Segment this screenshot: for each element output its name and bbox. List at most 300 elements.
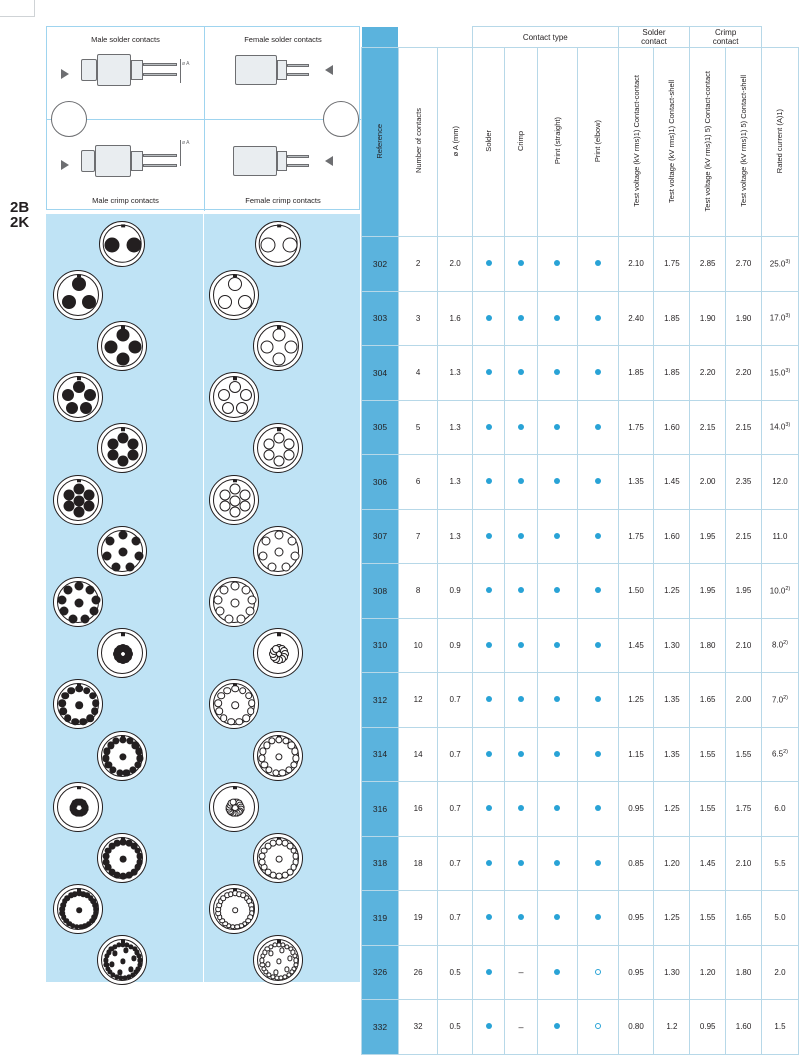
- female-face-305: [209, 372, 259, 422]
- cell-print_elbow: [578, 400, 619, 455]
- contact-dot: [58, 596, 67, 605]
- contact-dot: [119, 530, 128, 539]
- cell-crimp: [505, 564, 537, 619]
- availability-dot: [486, 751, 492, 757]
- female-face-326: [209, 884, 259, 934]
- cell-number_of_contacts: 2: [398, 237, 437, 292]
- contact-dot: [79, 718, 87, 726]
- cell-rated_current: 5.0: [761, 891, 798, 946]
- contact-dot: [126, 237, 141, 252]
- cell-rated_current: 12.0: [761, 455, 798, 510]
- cell-print_straight: [537, 836, 577, 891]
- rated-current-footnote: 2): [785, 585, 791, 592]
- group-header-solder-contact-line1: Solder: [642, 28, 666, 37]
- cell-cc_contact_shell: 1.95: [726, 564, 762, 619]
- cell-diameter: 0.5: [438, 1000, 473, 1055]
- availability-dot: [518, 260, 524, 266]
- cell-print_elbow: [578, 618, 619, 673]
- contact-dot: [241, 586, 250, 595]
- availability-dot: [486, 587, 492, 593]
- contact-dot: [89, 692, 97, 700]
- cell-cc_contact_shell: 1.60: [726, 1000, 762, 1055]
- cell-number_of_contacts: 14: [398, 727, 437, 782]
- cell-solder: [472, 564, 504, 619]
- column-header-number_of_contacts: [398, 48, 437, 237]
- cell-crimp: [505, 782, 537, 837]
- contact-dot: [284, 450, 295, 461]
- contact-dot: [67, 687, 75, 695]
- female-face-304: [253, 321, 303, 371]
- cell-print_straight: [537, 673, 577, 728]
- female-face-318: [209, 782, 259, 832]
- cell-print_straight: [537, 455, 577, 510]
- cell-cc_contact_contact: 1.55: [690, 891, 726, 946]
- cell-solder: [472, 400, 504, 455]
- face-inner-ring: [213, 786, 255, 828]
- contact-dot: [105, 237, 120, 252]
- contact-dot: [59, 708, 67, 716]
- cell-print_straight: [537, 891, 577, 946]
- availability-dot: [554, 914, 560, 920]
- availability-dot: [554, 969, 560, 975]
- cell-sc_contact_contact: 1.85: [618, 346, 654, 401]
- cell-crimp: [505, 346, 537, 401]
- cell-solder: [472, 291, 504, 346]
- cell-diameter: 0.7: [438, 782, 473, 837]
- contact-dot: [64, 714, 72, 722]
- cell-reference: 307: [362, 509, 399, 564]
- contact-dot: [236, 614, 245, 623]
- face-key-notch: [121, 428, 125, 432]
- contact-dot: [261, 237, 276, 252]
- cell-sc_contact_contact: 0.85: [618, 836, 654, 891]
- contact-dot: [218, 389, 230, 401]
- availability-dot: [595, 860, 601, 866]
- cell-sc_contact_shell: 1.45: [654, 455, 690, 510]
- contact-dot: [258, 551, 267, 560]
- contact-dot: [225, 614, 234, 623]
- cell-rated_current: 15.0$^{3)}$: [761, 346, 798, 401]
- contact-dot: [273, 329, 286, 342]
- illustration-female-crimp-title: Female crimp contacts: [245, 196, 321, 205]
- female-face-303: [209, 270, 259, 320]
- cell-cc_contact_shell: 1.75: [726, 782, 762, 837]
- cell-print_elbow: [578, 346, 619, 401]
- cell-print_elbow: [578, 291, 619, 346]
- column-header-diameter: [438, 48, 473, 237]
- availability-dot: [595, 696, 601, 702]
- female-face-310: [209, 577, 259, 627]
- cell-rated_current: 11.0: [761, 509, 798, 564]
- cell-cc_contact_shell: 2.35: [726, 455, 762, 510]
- contact-dot: [220, 586, 229, 595]
- cell-diameter: 0.9: [438, 618, 473, 673]
- contact-dot: [69, 614, 78, 623]
- cell-sc_contact_shell: 1.20: [654, 836, 690, 891]
- male-face-303: [53, 270, 103, 320]
- availability-dot-open: [595, 1023, 601, 1029]
- contact-dot: [64, 586, 73, 595]
- cell-rated_current: 7.0$^{2)}$: [761, 673, 798, 728]
- cell-number_of_contacts: 16: [398, 782, 437, 837]
- cell-print_straight: [537, 237, 577, 292]
- contact-dot: [284, 438, 295, 449]
- contact-dot: [85, 586, 94, 595]
- cell-crimp: [505, 836, 537, 891]
- cell-print_elbow: [578, 237, 619, 292]
- face-key-notch: [121, 225, 125, 228]
- availability-dot: [518, 478, 524, 484]
- cell-cc_contact_contact: 1.55: [690, 727, 726, 782]
- group-header-solder-contact-line2: contact: [641, 37, 667, 46]
- female-face-308: [253, 526, 303, 576]
- cell-solder: [472, 727, 504, 782]
- contact-dot: [230, 799, 237, 806]
- column-header-label-diameter: ø A (mm): [450, 125, 460, 157]
- contact-dot: [282, 237, 297, 252]
- availability-dot: [595, 751, 601, 757]
- face-key-notch: [233, 786, 237, 790]
- cell-sc_contact_contact: 1.50: [618, 564, 654, 619]
- cell-reference: 316: [362, 782, 399, 837]
- table-row: [362, 564, 799, 619]
- cell-diameter: 0.7: [438, 727, 473, 782]
- availability-dot: [554, 751, 560, 757]
- contact-dot: [236, 402, 248, 414]
- contact-dot: [273, 352, 286, 365]
- contact-dot: [267, 562, 276, 571]
- cell-crimp: [505, 945, 537, 1000]
- face-inner-ring: [101, 632, 143, 674]
- cell-rated_current: 14.0$^{3)}$: [761, 400, 798, 455]
- cell-solder: [472, 1000, 504, 1055]
- face-key-notch: [277, 428, 281, 432]
- specification-table-wrapper: [361, 26, 799, 1055]
- contact-dot: [222, 402, 234, 414]
- column-header-label-number_of_contacts: Number of contacts: [413, 108, 423, 174]
- cell-print_straight: [537, 346, 577, 401]
- male-front-face-icon: [51, 101, 87, 137]
- cell-reference: 310: [362, 618, 399, 673]
- cell-print_straight: [537, 945, 577, 1000]
- cell-print_elbow: [578, 782, 619, 837]
- availability-dot: [518, 696, 524, 702]
- cell-cc_contact_contact: 2.00: [690, 455, 726, 510]
- female-face-312: [253, 628, 303, 678]
- contact-dot: [135, 551, 144, 560]
- cell-number_of_contacts: 3: [398, 291, 437, 346]
- contact-dot: [75, 599, 84, 608]
- cell-diameter: 0.5: [438, 945, 473, 1000]
- contact-dot: [229, 381, 241, 393]
- male-face-312: [97, 628, 147, 678]
- contact-dot: [72, 277, 86, 291]
- contact-dot: [230, 507, 241, 518]
- contact-dot: [235, 718, 243, 726]
- contact-dot: [248, 700, 256, 708]
- cell-print_straight: [537, 400, 577, 455]
- cell-cc_contact_contact: 1.20: [690, 945, 726, 1000]
- availability-dot: [595, 914, 601, 920]
- contact-dot: [84, 489, 95, 500]
- series-label-line1: 2B: [10, 199, 30, 216]
- face-key-notch: [77, 479, 81, 483]
- contact-dot: [240, 489, 251, 500]
- contact-dot: [74, 507, 85, 518]
- cell-reference: 305: [362, 400, 399, 455]
- cell-solder: [472, 618, 504, 673]
- availability-dot: [518, 315, 524, 321]
- table-row: [362, 618, 799, 673]
- contact-dot: [75, 685, 83, 693]
- cell-crimp: [505, 400, 537, 455]
- specification-table-body: [362, 237, 799, 1055]
- column-header-print_straight: [537, 48, 577, 237]
- contact-dot: [261, 537, 270, 546]
- contact-dot: [216, 607, 225, 616]
- cell-diameter: 0.7: [438, 673, 473, 728]
- column-header-cc_contact_contact: [690, 48, 726, 237]
- cell-diameter: 1.6: [438, 291, 473, 346]
- female-face-316: [253, 731, 303, 781]
- cell-crimp: [505, 618, 537, 673]
- contact-dot: [215, 708, 223, 716]
- series-label-line2: 2K: [10, 214, 30, 231]
- cell-diameter: 2.0: [438, 237, 473, 292]
- contact-dot: [231, 582, 240, 591]
- cell-cc_contact_contact: 2.20: [690, 346, 726, 401]
- availability-dot: [595, 369, 601, 375]
- contact-dot: [231, 599, 240, 608]
- cell-solder: [472, 673, 504, 728]
- availability-dot: [518, 424, 524, 430]
- contact-dot: [275, 530, 284, 539]
- contact-dot: [75, 702, 83, 710]
- face-key-notch: [233, 376, 237, 380]
- cell-sc_contact_contact: 2.40: [618, 291, 654, 346]
- cell-sc_contact_shell: 1.75: [654, 237, 690, 292]
- male-face-318: [53, 782, 103, 832]
- availability-dot: [595, 478, 601, 484]
- page-corner-mark: [0, 0, 35, 17]
- availability-dot: [554, 260, 560, 266]
- table-row: [362, 945, 799, 1000]
- face-key-notch: [77, 786, 81, 790]
- contact-dot: [270, 840, 277, 847]
- cell-reference: 303: [362, 291, 399, 346]
- cell-cc_contact_contact: 1.55: [690, 782, 726, 837]
- male-face-305: [53, 372, 103, 422]
- contact-dot: [128, 341, 141, 354]
- contact-dot: [72, 891, 78, 897]
- cell-number_of_contacts: 6: [398, 455, 437, 510]
- cell-rated_current: 2.0: [761, 945, 798, 1000]
- cell-reference: 302: [362, 237, 399, 292]
- cell-sc_contact_shell: 1.25: [654, 782, 690, 837]
- column-header-label-reference: Reference: [375, 123, 385, 159]
- cell-print_straight: [537, 564, 577, 619]
- cell-cc_contact_contact: 1.95: [690, 509, 726, 564]
- availability-dot: [554, 533, 560, 539]
- availability-dot: [486, 533, 492, 539]
- column-header-print_elbow: [578, 48, 619, 237]
- cell-diameter: 0.7: [438, 891, 473, 946]
- contact-dot: [82, 295, 96, 309]
- contact-dot: [128, 450, 139, 461]
- cell-rated_current: 17.0$^{3)}$: [761, 291, 798, 346]
- cell-number_of_contacts: 10: [398, 618, 437, 673]
- column-header-sc_contact_contact: [618, 48, 654, 237]
- contact-dot: [228, 277, 242, 291]
- contact-dot: [60, 607, 69, 616]
- availability-dash: –: [518, 1021, 524, 1032]
- cell-sc_contact_shell: 1.85: [654, 346, 690, 401]
- cell-sc_contact_shell: 1.30: [654, 945, 690, 1000]
- male-face-302: [99, 221, 145, 267]
- contact-dot: [238, 295, 252, 309]
- cell-cc_contact_shell: 1.55: [726, 727, 762, 782]
- table-row: [362, 891, 799, 946]
- contact-dot: [120, 856, 127, 863]
- rated-current-footnote: 2): [783, 749, 788, 756]
- availability-dot: [554, 315, 560, 321]
- cell-print_elbow: [578, 455, 619, 510]
- group-header-crimp-contact: [690, 27, 762, 48]
- cell-reference: 306: [362, 455, 399, 510]
- male-face-307: [53, 475, 103, 525]
- contact-dot: [282, 562, 291, 571]
- contact-dot: [288, 537, 297, 546]
- column-header-solder: [472, 48, 504, 237]
- female-crimp-drawing: [205, 138, 361, 190]
- table-row: [362, 400, 799, 455]
- cell-cc_contact_contact: 0.95: [690, 1000, 726, 1055]
- column-header-label-sc_contact_shell: Test voltage (kV rms)1) Contact-shell: [667, 79, 677, 203]
- cell-sc_contact_shell: 1.85: [654, 291, 690, 346]
- cell-crimp: [505, 509, 537, 564]
- table-row: [362, 291, 799, 346]
- cell-sc_contact_contact: 0.95: [618, 782, 654, 837]
- availability-dot: [554, 805, 560, 811]
- cell-sc_contact_contact: 0.95: [618, 945, 654, 1000]
- table-row: [362, 727, 799, 782]
- contact-dot: [117, 329, 130, 342]
- illustration-female-solder-title: Female solder contacts: [244, 35, 322, 44]
- availability-dot: [486, 478, 492, 484]
- availability-dot: [518, 587, 524, 593]
- cell-print_elbow: [578, 509, 619, 564]
- cell-rated_current: 10.0$^{2)}$: [761, 564, 798, 619]
- cell-cc_contact_shell: 2.15: [726, 400, 762, 455]
- cell-cc_contact_contact: 1.95: [690, 564, 726, 619]
- availability-dot: [595, 260, 601, 266]
- contact-dot: [291, 551, 300, 560]
- cell-print_straight: [537, 782, 577, 837]
- contact-dot: [279, 769, 286, 776]
- contact-dot: [103, 859, 110, 866]
- availability-dot: [554, 1023, 560, 1029]
- contact-dot: [263, 450, 274, 461]
- female-solder-drawing: [205, 49, 361, 99]
- availability-dot: [486, 260, 492, 266]
- availability-dot: [554, 696, 560, 702]
- availability-dot: [486, 1023, 492, 1029]
- cell-print_elbow: [578, 891, 619, 946]
- contact-dot: [105, 341, 118, 354]
- cell-print_straight: [537, 1000, 577, 1055]
- illustration-male-solder-title: Male solder contacts: [91, 35, 160, 44]
- availability-dot: [486, 424, 492, 430]
- contact-dot: [240, 501, 251, 512]
- availability-dot: [518, 914, 524, 920]
- cell-number_of_contacts: 4: [398, 346, 437, 401]
- female-face-302: [255, 221, 301, 267]
- contact-dot: [84, 389, 96, 401]
- series-label: [10, 200, 44, 230]
- table-row: [362, 346, 799, 401]
- group-header-contact-type: Contact type: [472, 27, 618, 48]
- cell-sc_contact_shell: 1.25: [654, 564, 690, 619]
- cell-crimp: [505, 291, 537, 346]
- contact-dot: [73, 381, 85, 393]
- column-header-crimp: [505, 48, 537, 237]
- contact-dot: [214, 596, 223, 605]
- female-front-face-icon: [323, 101, 359, 137]
- cell-print_straight: [537, 291, 577, 346]
- cell-cc_contact_shell: 2.70: [726, 237, 762, 292]
- cell-cc_contact_shell: 2.00: [726, 673, 762, 728]
- contact-dot: [231, 685, 239, 693]
- cell-solder: [472, 455, 504, 510]
- contact-dot: [231, 702, 239, 710]
- male-face-308: [97, 526, 147, 576]
- cell-sc_contact_shell: 1.35: [654, 727, 690, 782]
- availability-dot: [554, 424, 560, 430]
- cell-crimp: [505, 455, 537, 510]
- rated-current-footnote: 2): [783, 694, 788, 701]
- contact-dot: [92, 700, 100, 708]
- female-face-319: [253, 833, 303, 883]
- cell-reference: 312: [362, 673, 399, 728]
- cell-reference: 304: [362, 346, 399, 401]
- availability-dot: [595, 424, 601, 430]
- table-row: [362, 509, 799, 564]
- contact-dot: [218, 295, 232, 309]
- female-face-307: [209, 475, 259, 525]
- cell-sc_contact_shell: 1.60: [654, 509, 690, 564]
- contact-dot: [71, 718, 79, 726]
- table-row: [362, 836, 799, 891]
- cell-crimp: [505, 1000, 537, 1055]
- face-inner-ring: [257, 632, 299, 674]
- availability-dot-open: [595, 969, 601, 975]
- cell-number_of_contacts: 32: [398, 1000, 437, 1055]
- illustration-panel: [46, 26, 360, 210]
- cell-sc_contact_contact: 1.15: [618, 727, 654, 782]
- cell-cc_contact_contact: 2.15: [690, 400, 726, 455]
- contact-dot: [75, 582, 84, 591]
- contact-dot: [62, 389, 74, 401]
- contact-dot: [107, 438, 118, 449]
- cell-crimp: [505, 673, 537, 728]
- contact-dot: [276, 856, 283, 863]
- cell-crimp: [505, 891, 537, 946]
- availability-dot: [486, 860, 492, 866]
- contact-dot: [114, 840, 121, 847]
- cell-print_elbow: [578, 836, 619, 891]
- availability-dot: [518, 642, 524, 648]
- availability-dot: [486, 369, 492, 375]
